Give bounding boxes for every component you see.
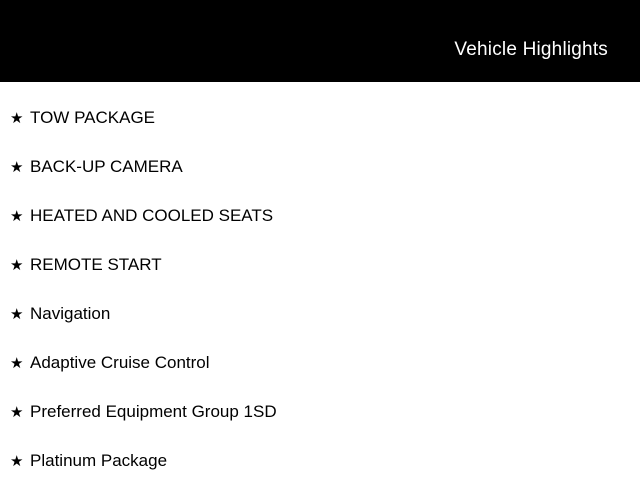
list-item [0, 241, 640, 290]
star-icon: ★ [10, 159, 24, 176]
highlight-label: Preferred Equipment Group 1SD [30, 402, 277, 422]
star-icon: ★ [10, 355, 24, 372]
list-item [0, 290, 640, 339]
highlight-label: Platinum Package [30, 451, 168, 471]
highlight-label: REMOTE START [30, 255, 162, 275]
list-item [0, 437, 640, 486]
highlight-label: Adaptive Cruise Control [30, 353, 210, 373]
star-icon: ★ [10, 208, 24, 225]
highlight-label: BACK-UP CAMERA [30, 157, 183, 177]
highlight-label: TOW PACKAGE [30, 108, 156, 128]
page-title: Vehicle Highlights [454, 38, 608, 60]
star-icon: ★ [10, 257, 24, 274]
star-icon: ★ [10, 453, 24, 470]
list-item [0, 339, 640, 388]
star-icon: ★ [10, 306, 24, 323]
list-item [0, 94, 640, 143]
highlight-label: HEATED AND COOLED SEATS [30, 206, 274, 226]
star-icon: ★ [10, 404, 24, 421]
page-header [0, 0, 640, 82]
highlight-label: Navigation [30, 304, 111, 324]
highlights-list [0, 82, 640, 486]
list-item [0, 143, 640, 192]
star-icon: ★ [10, 110, 24, 127]
list-item [0, 388, 640, 437]
list-item [0, 192, 640, 241]
